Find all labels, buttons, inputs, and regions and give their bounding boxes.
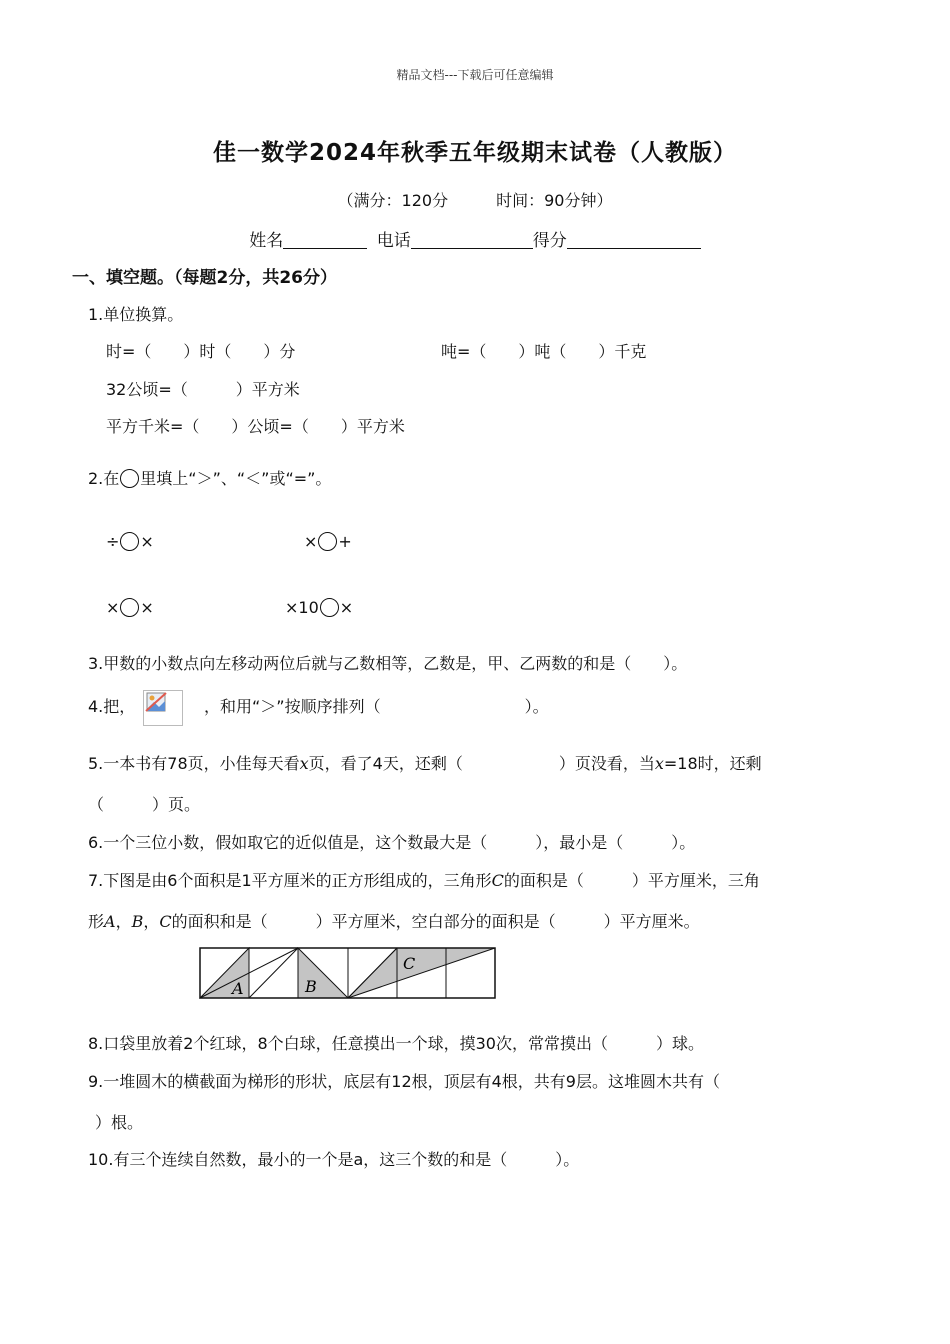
q9-line-1: 9.一堆圆木的横截面为梯形的形状，底层有12根，顶层有4根，共有9层。这堆圆木共有（: [88, 1072, 720, 1091]
compare-circle[interactable]: [120, 532, 139, 551]
broken-image-icon: [143, 690, 183, 726]
q2-compare-3: [106, 598, 154, 617]
q5-text: =18时，还剩: [663, 754, 762, 773]
question-6: 6.一个三位小数，假如取它的近似值是，这个数最大是（ ），最小是（ ）。: [88, 833, 696, 852]
q4-text-b: ，和用“＞”按顺序排列（ ）。: [204, 697, 549, 716]
circle-icon: [120, 469, 139, 488]
q7-line-2: [88, 909, 700, 932]
q5-text: 5.一本书有78页，小佳每天看: [88, 754, 300, 773]
operator: +: [338, 532, 352, 551]
q1-head: 1.单位换算。: [88, 305, 184, 324]
figure-label-b: B: [305, 977, 317, 996]
q2-head: [88, 466, 331, 489]
q2-compare-4: [285, 598, 353, 617]
squares-figure: [199, 947, 497, 1004]
q4-text-a: 4.把，: [88, 697, 136, 716]
q1-line-d: 平方千米=（ ）公顷=（ ）平方米: [106, 417, 405, 436]
q1-line-b: 吨=（ ）吨（ ）千克: [441, 342, 647, 361]
q1-line-a: 时=（ ）时（ ）分: [106, 342, 296, 361]
figure-label-a: A: [232, 979, 244, 998]
q7-text: 的面积是（ ）平方厘米，三角: [503, 871, 760, 890]
operator: ×10: [285, 598, 319, 617]
label-b: B: [131, 912, 144, 931]
score-blank[interactable]: [567, 230, 701, 249]
name-label: 姓名: [249, 231, 284, 251]
score-label: 得分: [532, 231, 567, 251]
label-c: C: [159, 912, 172, 931]
q2-head-text-b: 里填上“＞”、“＜”或“=”。: [140, 469, 332, 488]
q5-text: 页，看了4天，还剩（ ）页没看，当: [308, 754, 655, 773]
phone-blank[interactable]: [411, 230, 533, 249]
q2-head-text-a: 2.在: [88, 469, 120, 488]
exam-time: 时间：90分钟）: [496, 191, 613, 210]
full-score: （满分：120分: [337, 191, 449, 210]
variable-x: x: [299, 754, 309, 773]
q5-line-2: （ ）页。: [88, 795, 201, 814]
compare-circle[interactable]: [320, 598, 339, 617]
q7-text: 形: [88, 912, 105, 931]
student-info: [0, 226, 950, 251]
operator: ×: [140, 598, 154, 617]
label-c: C: [491, 871, 504, 890]
operator: ×: [304, 532, 318, 551]
operator: ×: [140, 532, 154, 551]
question-10: 10.有三个连续自然数，最小的一个是a，这三个数的和是（ ）。: [88, 1150, 580, 1169]
q7-text: 7.下图是由6个面积是1平方厘米的正方形组成的，三角形: [88, 871, 492, 890]
q5-line-1: [88, 751, 762, 774]
compare-circle[interactable]: [120, 598, 139, 617]
variable-x: x: [654, 754, 664, 773]
question-3: 3.甲数的小数点向左移动两位后就与乙数相等，乙数是，甲、乙两数的和是（ ）。: [88, 654, 688, 673]
comma: ，: [143, 912, 160, 931]
question-8: 8.口袋里放着2个红球，8个白球，任意摸出一个球，摸30次，常常摸出（ ）球。: [88, 1034, 704, 1053]
comma: ，: [115, 912, 132, 931]
q1-line-c: 32公顷=（ ）平方米: [106, 380, 300, 399]
compare-circle[interactable]: [318, 532, 337, 551]
exam-meta: [0, 188, 950, 211]
triangle-c: [348, 948, 495, 998]
figure-label-c: C: [403, 954, 416, 973]
q7-text: 的面积和是（ ）平方厘米，空白部分的面积是（ ）平方厘米。: [171, 912, 700, 931]
name-blank[interactable]: [283, 230, 367, 249]
page-title: 佳一数学2024年秋季五年级期末试卷（人教版）: [212, 140, 737, 166]
operator: ×: [106, 598, 120, 617]
q7-line-1: [88, 868, 760, 891]
phone-label: 电话: [376, 231, 411, 251]
q9-line-2: ）根。: [95, 1113, 144, 1132]
header-note: 精品文档---下载后可任意编辑: [396, 68, 554, 82]
q2-compare-2: [304, 532, 352, 551]
operator: ÷: [106, 532, 120, 551]
q2-compare-1: [106, 532, 154, 551]
section-heading: 一、填空题。（每题2分，共26分）: [72, 268, 337, 288]
operator: ×: [339, 598, 354, 617]
label-a: A: [104, 912, 116, 931]
